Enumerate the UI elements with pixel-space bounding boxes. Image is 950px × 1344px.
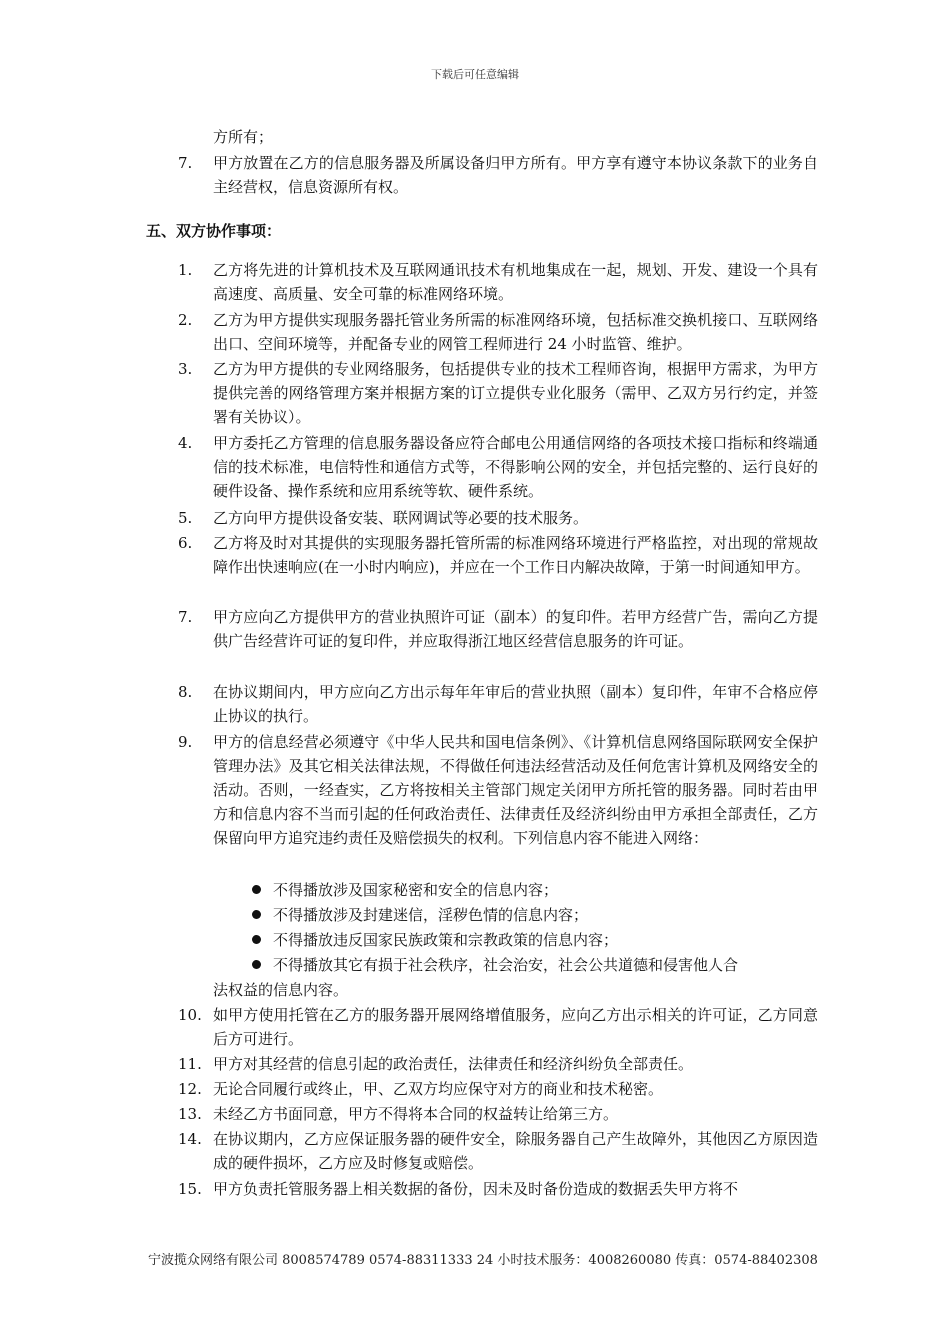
list-item-text: 甲方对其经营的信息引起的政治责任，法律责任和经济纠纷负全部责任。	[213, 1055, 694, 1073]
list-item-text: 乙方为甲方提供实现服务器托管业务所需的标准网络环境，包括标准交换机接口、互联网络出口、空间环境等，并配备专业的网管工程师进行 24 小时监管、维护。	[213, 311, 818, 353]
list-item-text: 乙方向甲方提供设备安装、联网调试等必要的技术服务。	[213, 509, 589, 527]
page-footer: 宁波揽众网络有限公司 8008574789 0574-88311333 24 小时技术服务：4008260080 传真：0574-88402308	[148, 1253, 818, 1268]
list-item	[178, 431, 818, 503]
list-item-text: 甲方委托乙方管理的信息服务器设备应符合邮电公用通信网络的各项技术接口指标和终端通信的技术标准，电信特性和通信方式等，不得影响公网的安全，并包括完整的、运行良好的硬件设备、操作系统和应用系统等软、硬件系统。	[213, 434, 818, 500]
list-item-text: 乙方将先进的计算机技术及互联网通讯技术有机地集成在一起，规划、开发、建设一个具有高速度、高质量、安全可靠的标准网络环境。	[213, 261, 818, 303]
section-heading: 五、双方协作事项：	[146, 222, 282, 240]
list-item-number: 8.	[178, 683, 193, 701]
list-item	[178, 308, 818, 356]
bullet-text: 不得播放涉及封建迷信，淫秽色情的信息内容；	[273, 906, 589, 924]
list-item-number: 12.	[178, 1080, 202, 1098]
continued-text: 方所有；	[213, 128, 274, 146]
list-item	[178, 258, 818, 306]
list-item-number: 11.	[178, 1055, 202, 1073]
bullet-item	[252, 928, 812, 952]
bullet-item	[252, 953, 812, 977]
list-item	[178, 1127, 818, 1175]
list-item	[178, 506, 818, 530]
list-item-text: 甲方应向乙方提供甲方的营业执照许可证（副本）的复印件。若甲方经营广告，需向乙方提供广告经营许可证的复印件，并应取得浙江地区经营信息服务的许可证。	[213, 608, 818, 650]
list-item-text: 甲方的信息经营必须遵守《中华人民共和国电信条例》、《计算机信息网络国际联网安全保护管理办法》及其它相关法律法规，不得做任何违法经营活动及任何危害计算机及网络安全的活动。否则，一经查实，乙方将按相关主管部门规定关闭甲方所托管的服务器。同时若由甲方和信息内容不当而引起的任何政治责任、法律责任及经济纠纷由甲方承担全部责任，乙方保留向甲方追究违约责任及赔偿损失的权利。下列信息内容不能进入网络：	[213, 733, 818, 847]
list-item	[178, 1003, 818, 1051]
list-item-text: 如甲方使用托管在乙方的服务器开展网络增值服务，应向乙方出示相关的许可证，乙方同意后方可进行。	[213, 1006, 818, 1048]
list-item	[178, 1052, 818, 1076]
list-item-text: 甲方负责托管服务器上相关数据的备份，因未及时备份造成的数据丢失甲方将不	[213, 1180, 739, 1198]
bullet-dot-icon	[252, 885, 261, 894]
list-item-number: 3.	[178, 360, 193, 378]
list-item-number: 9.	[178, 733, 193, 751]
list-item-number: 4.	[178, 434, 193, 452]
bullet-dot-icon	[252, 960, 261, 969]
bullet-dot-icon	[252, 935, 261, 944]
list-item-text: 在协议期内，乙方应保证服务器的硬件安全，除服务器自己产生故障外，其他因乙方原因造成的硬件损坏，乙方应及时修复或赔偿。	[213, 1130, 818, 1172]
list-item-number: 15.	[178, 1180, 202, 1198]
list-item	[178, 1102, 818, 1126]
list-item	[178, 357, 818, 429]
bullet-dot-icon	[252, 910, 261, 919]
bullet-text: 不得播放违反国家民族政策和宗教政策的信息内容；	[273, 931, 619, 949]
list-item-prev-7	[178, 151, 818, 199]
list-item-number: 14.	[178, 1130, 202, 1148]
list-item	[178, 1177, 818, 1201]
list-item	[178, 605, 818, 653]
list-item	[178, 531, 818, 579]
bullet-item	[252, 878, 812, 902]
list-item-number: 2.	[178, 311, 193, 329]
list-item-number: 6.	[178, 534, 193, 552]
bullet-text: 不得播放其它有损于社会秩序，社会治安，社会公共道德和侵害他人合	[273, 956, 739, 974]
list-item	[178, 680, 818, 728]
list-item-number: 13.	[178, 1105, 202, 1123]
list-item-number: 1.	[178, 261, 193, 279]
list-item-text: 在协议期间内，甲方应向乙方出示每年年审后的营业执照（副本）复印件，年审不合格应停止协议的执行。	[213, 683, 818, 725]
list-item-number: 7.	[178, 608, 193, 626]
list-item-text: 无论合同履行或终止，甲、乙双方均应保守对方的商业和技术秘密。	[213, 1080, 664, 1098]
list-item-number: 5.	[178, 509, 193, 527]
bullet-text: 不得播放涉及国家秘密和安全的信息内容；	[273, 881, 559, 899]
list-item	[178, 730, 818, 850]
list-item-text: 甲方放置在乙方的信息服务器及所属设备归甲方所有。甲方享有遵守本协议条款下的业务自主经营权，信息资源所有权。	[213, 154, 818, 196]
bullet-continuation: 法权益的信息内容。	[213, 981, 349, 999]
list-item	[178, 1077, 818, 1101]
list-item-text: 未经乙方书面同意，甲方不得将本合同的权益转让给第三方。	[213, 1105, 619, 1123]
list-item-text: 乙方为甲方提供的专业网络服务，包括提供专业的技术工程师咨询，根据甲方需求，为甲方提供完善的网络管理方案并根据方案的订立提供专业化服务（需甲、乙双方另行约定，并签署有关协议）。	[213, 360, 818, 426]
list-item-text: 乙方将及时对其提供的实现服务器托管所需的标准网络环境进行严格监控，对出现的常规故障作出快速响应(在一小时内响应)，并应在一个工作日内解决故障，于第一时间通知甲方。	[213, 534, 818, 576]
page-header-note: 下载后可任意编辑	[431, 68, 519, 81]
list-item-number: 10.	[178, 1006, 202, 1024]
bullet-item	[252, 903, 812, 927]
list-item-number: 7.	[178, 154, 193, 172]
